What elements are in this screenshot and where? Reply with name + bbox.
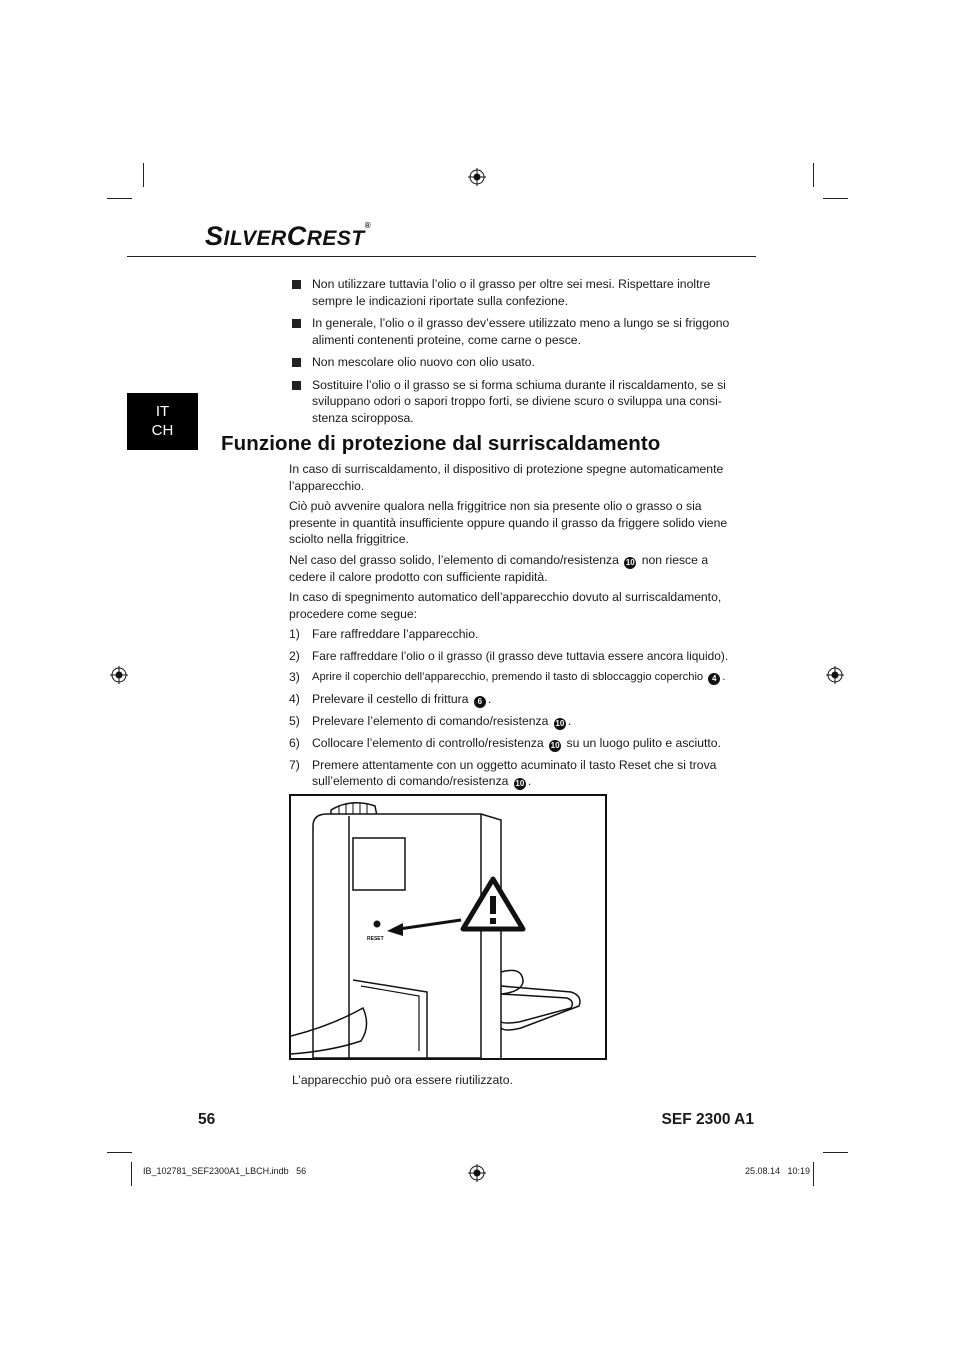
paragraph: Ciò può avvenire qualora nella friggitrice non sia presente olio o grasso o sia presente in quantità insufficiente oppure quando il grasso da friggere solido viene sciolto nella friggitrice. — [289, 499, 728, 546]
paragraph: In caso di surriscaldamento, il dispositivo di protezione spegne automaticamente l’apparecchio. — [289, 462, 724, 493]
list-item: In generale, l’olio o il grasso dev’essere utilizzato meno a lungo se si friggono alimenti contenenti proteine, come carne o pesce. — [292, 315, 742, 348]
step-item: 5) Prelevare l’elemento di comando/resistenza 10 . — [289, 713, 572, 728]
section-body — [289, 461, 744, 795]
fryer-control-element-drawing — [291, 796, 605, 1058]
page-number: 56 — [198, 1111, 216, 1128]
print-date: 25.08.14 10:19 — [744, 1166, 810, 1176]
registration-mark-icon — [468, 1164, 486, 1182]
part-ref-badge: 10 — [550, 740, 560, 750]
step-item: 1) Fare raffreddare l’apparecchio. — [289, 627, 479, 641]
part-ref-badge: 4 — [708, 673, 720, 685]
model-number: SEF 2300 A1 — [661, 1111, 754, 1128]
crop-mark — [131, 1162, 132, 1186]
step-item: 7) Premere attentamente con un oggetto acuminato il tasto Reset che si trova sull’elemento di comando/resistenza 10 . — [289, 757, 717, 788]
registration-mark-icon — [826, 666, 844, 684]
section-title: Funzione di protezione dal surriscaldamento — [221, 432, 661, 455]
list-item: Sostituire l’olio o il grasso se si forma schiuma durante il riscaldamento, se si sviluppano odori o sapori troppo forti, se diviene scuro o sviluppa una consi-stenza sciropposa. — [292, 377, 742, 427]
paragraph: Nel caso del grasso solido, l’elemento di comando/resistenza 10 non riesce a cedere il calore prodotto con sufficiente rapidità. — [289, 552, 709, 584]
crop-mark — [143, 163, 144, 187]
bullet-square-icon — [292, 381, 301, 390]
paragraph: In caso di spegnimento automatico dell’apparecchio dovuto al surriscaldamento, procedere come segue: — [289, 590, 722, 621]
reset-illustration — [289, 794, 607, 1060]
registration-mark-icon — [110, 666, 128, 684]
reset-label: RESET — [367, 936, 384, 942]
crop-mark — [107, 198, 132, 199]
crop-mark — [107, 1152, 132, 1153]
part-ref-badge: 6 — [474, 696, 486, 708]
figure-caption: L’apparecchio può ora essere riutilizzato. — [292, 1073, 513, 1087]
crop-mark — [813, 1162, 814, 1186]
part-ref-badge: 10 — [515, 779, 525, 788]
part-ref-badge: 10 — [625, 557, 635, 567]
crop-mark — [813, 163, 814, 187]
bullet-square-icon — [292, 319, 301, 328]
brand-logo: SILVERCREST® — [205, 221, 372, 251]
step-item: 3) Aprire il coperchio dell’apparecchio, premendo il tasto di sbloccaggio coperchio 4 . — [289, 670, 726, 684]
crop-mark — [823, 1152, 848, 1153]
language-tab: IT CH — [127, 393, 198, 450]
print-file-info: IB_102781_SEF2300A1_LBCH.indb 56 — [143, 1166, 307, 1176]
bullet-square-icon — [292, 280, 301, 289]
part-ref-badge: 10 — [555, 718, 565, 728]
list-item: Non utilizzare tuttavia l’olio o il grasso per oltre sei mesi. Rispettare inoltre sempre le indicazioni riportate sulla confezione. — [292, 276, 742, 309]
step-item: 6) Collocare l’elemento di controllo/resistenza 10 su un luogo pulito e asciutto. — [289, 735, 721, 750]
list-item: Non mescolare olio nuovo con olio usato. — [292, 354, 742, 371]
step-item: 2) Fare raffreddare l’olio o il grasso (il grasso deve tuttavia essere ancora liquido). — [289, 648, 729, 663]
header-rule — [127, 256, 756, 257]
step-item: 4) Prelevare il cestello di frittura 6 . — [289, 691, 492, 706]
steps-list — [289, 626, 744, 790]
registration-mark-icon — [468, 168, 486, 186]
bullet-square-icon — [292, 358, 301, 367]
bullet-list — [292, 276, 742, 432]
crop-mark — [823, 198, 848, 199]
